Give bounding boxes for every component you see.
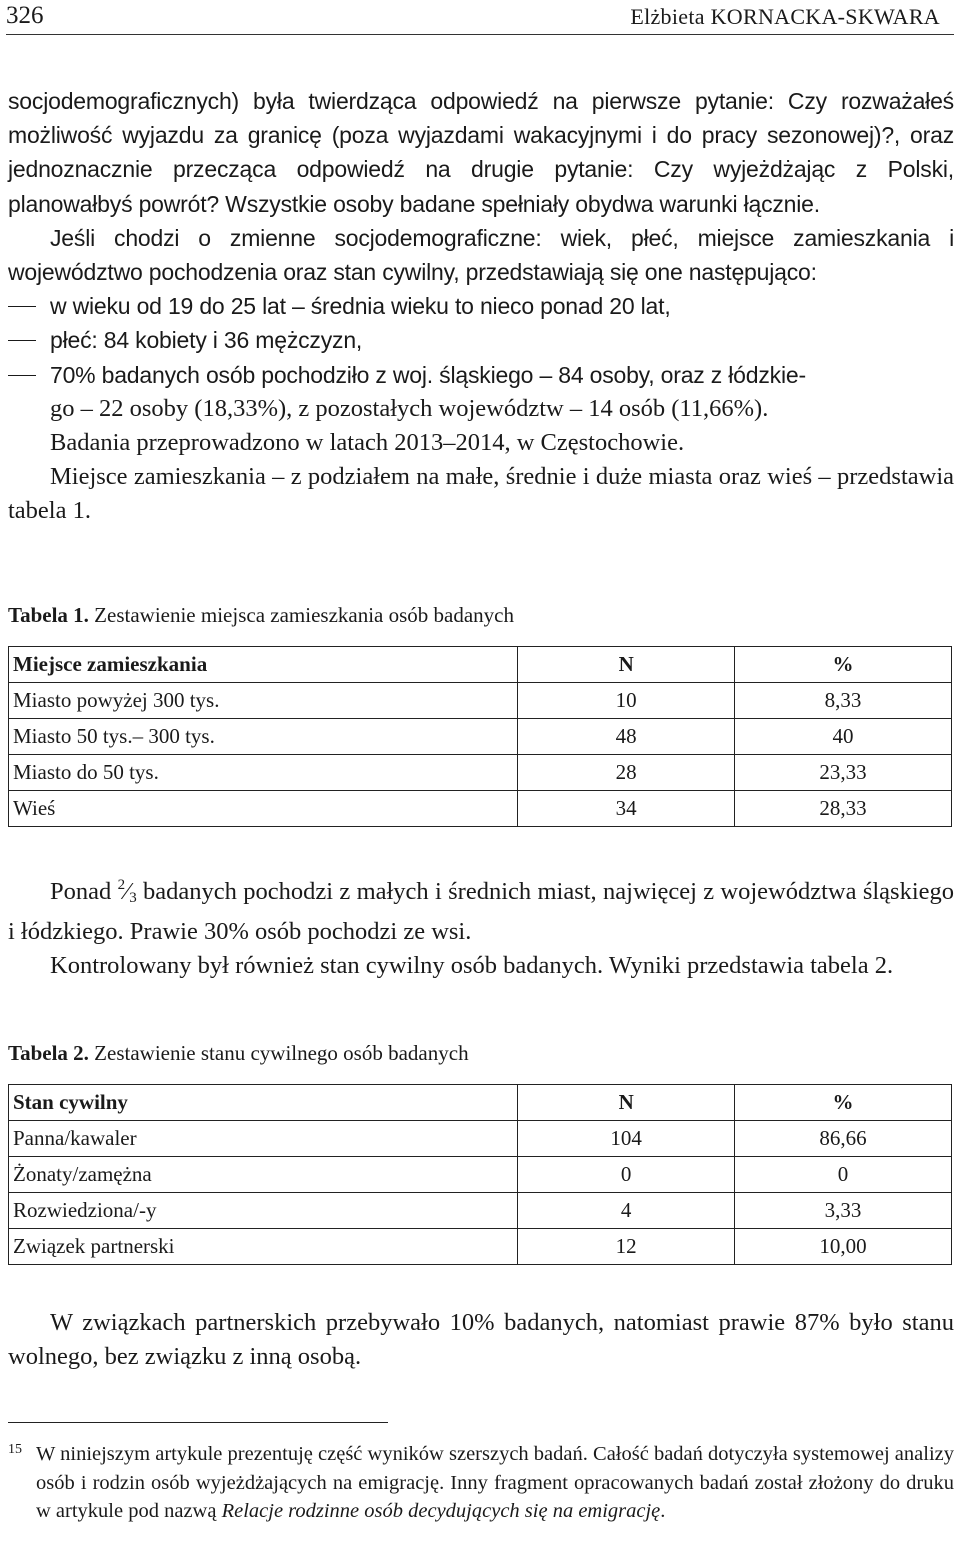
list-item-gender: płeć: 84 kobiety i 36 mężczyzn,: [8, 323, 954, 357]
table-header-row: Stan cywilny N %: [9, 1085, 952, 1121]
paragraph-study-dates: Badania przeprowadzono w latach 2013–2014, w Częstochowie.: [50, 429, 685, 457]
table-row: Miasto powyżej 300 tys. 10 8,33: [9, 683, 952, 719]
table-2-marital-status: [8, 1084, 952, 1265]
footnote: [8, 1440, 954, 1526]
dash-bullet: [8, 375, 36, 376]
footnote-rule: [8, 1422, 388, 1423]
body-section-3: [8, 1306, 954, 1374]
table-row: Rozwiedziona/-y 4 3,33: [9, 1193, 952, 1229]
table-header-row: Miejsce zamieszkania N %: [9, 647, 952, 683]
table-1-residence: [8, 646, 952, 827]
page-number: 326: [6, 2, 44, 29]
dash-bullet: [8, 340, 36, 341]
table-row: Wieś 34 28,33: [9, 791, 952, 827]
paragraph-partnerships: W związkach partnerskich przebywało 10% badanych, natomiast prawie 87% było stanu wolnego, bez związku z inną osobą.: [8, 1309, 954, 1371]
body-section-2: [8, 868, 954, 984]
table-2-caption: Tabela 2. Zestawienie stanu cywilnego osób badanych: [8, 1041, 469, 1065]
page-header: [6, 0, 954, 35]
table-row: Żonaty/zamężna 0 0: [9, 1157, 952, 1193]
footnote-text: W niniejszym artykule prezentuję część wyników szerszych badań. Całość badań dotyczyła systemowej analizy osób i rodzin osób wyjeżdżających na emigrację. Inny fragment opracowanych badań został złożony do druku w artykule pod nazwą Relacje rodzinne osób decydujących się na emigrację.: [36, 1443, 954, 1522]
paragraph-variables: Jeśli chodzi o zmienne socjodemograficzne: wiek, płeć, miejsce zamieszkania i województwo pochodzenia oraz stan cywilny, przedstawiają się one następująco:: [8, 224, 954, 286]
dash-bullet: [8, 306, 36, 307]
body-section-1: [8, 84, 954, 529]
list-item-age: w wieku od 19 do 25 lat – średnia wieku to nieco ponad 20 lat,: [8, 289, 954, 323]
paragraph-criteria: socjodemograficznych) była twierdząca odpowiedź na pierwsze pytanie: Czy rozważałeś możliwość wyjazdu za granicę (poza wyjazdami wakacyjnymi i do pracy sezonowej)?, oraz jednoznacznie przecząca odpowiedź na drugie pytanie: Czy wyjeżdżając z Polski, planowałbyś powrót? Wszystkie osoby badane spełniały obydwa warunki łącznie.: [8, 88, 954, 217]
list-item-region-continued: go – 22 osoby (18,33%), z pozostałych województw – 14 osób (11,66%).: [50, 394, 769, 422]
table-1-caption: Tabela 1. Zestawienie miejsca zamieszkania osób badanych: [8, 603, 514, 627]
table-row: Miasto 50 tys.– 300 tys. 48 40: [9, 719, 952, 755]
table-1-label: Tabela 1.: [8, 603, 89, 627]
table-row: Miasto do 50 tys. 28 23,33: [9, 755, 952, 791]
table-row: Panna/kawaler 104 86,66: [9, 1121, 952, 1157]
paragraph-residence: Miejsce zamieszkania – z podziałem na małe, średnie i duże miasta oraz wieś – przedstawia tabela 1.: [8, 463, 954, 525]
paragraph-summary-residence: Ponad $^2⁄_3$ badanych pochodzi z małych i średnich miast, najwięcej z województwa śląskiego i łódzkiego. Prawie 30% osób pochodzi ze wsi.: [8, 877, 954, 946]
footnote-mark: 15: [8, 1442, 22, 1457]
paragraph-marital-intro: Kontrolowany był również stan cywilny osób badanych. Wyniki przedstawia tabela 2.: [50, 952, 894, 980]
list-item-region: 70% badanych osób pochodziło z woj. śląskiego – 84 osoby, oraz z łódzkie-: [8, 358, 954, 392]
cited-title: Relacje rodzinne osób decydujących się na emigrację: [221, 1500, 661, 1522]
table-2-label: Tabela 2.: [8, 1041, 89, 1065]
running-head: Elżbieta KORNACKA-SKWARA: [630, 4, 940, 29]
table-row: Związek partnerski 12 10,00: [9, 1229, 952, 1265]
